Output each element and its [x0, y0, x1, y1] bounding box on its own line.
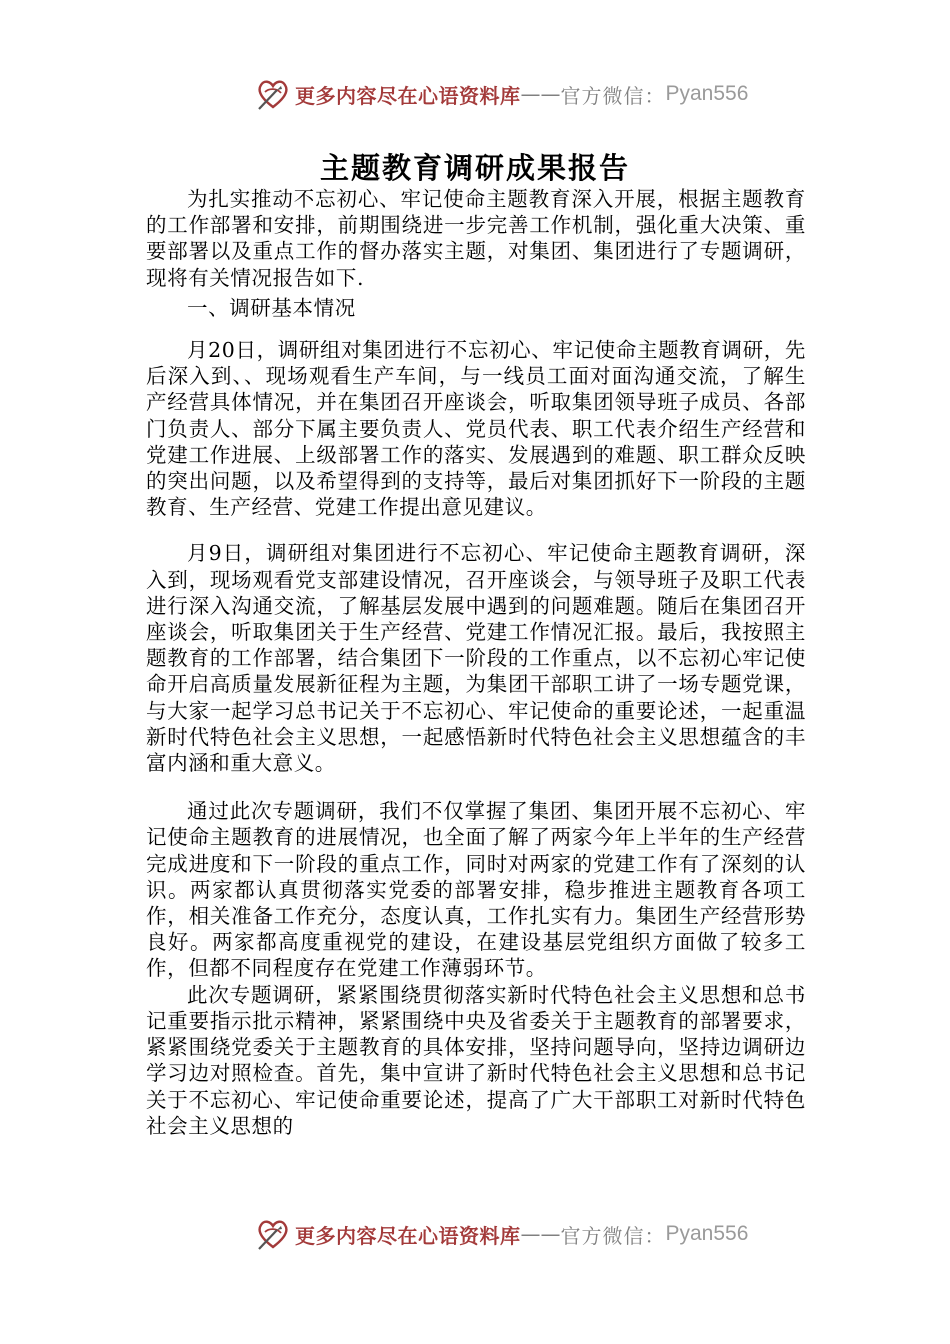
watermark-wechat-id: Pyan556 — [665, 1222, 749, 1245]
watermark-header — [255, 74, 748, 114]
watermark-wechat-label: 官方微信： — [560, 83, 666, 108]
body-paragraph-3: 通过此次专题调研，我们不仅掌握了集团、集团开展不忘初心、牢记使命主题教育的进展情况，也全面了解了两家今年上半年的生产经营完成进度和下一阶段的重点工作，同时对两家的党建工作有了深刻的认识。两家都认真贯彻落实党委的部署安排，稳步推进主题教育各项工作，相关准备工作充分，态度认真，工作扎实有力。集团生产经营形势良好。两家都高度重视党的建设，在建设基层党组织方面做了较多工作，但都不同程度存在党建工作薄弱环节。 — [146, 799, 806, 981]
document-body — [146, 186, 806, 1139]
watermark-library-text: 更多内容尽在心语资料库 — [295, 83, 521, 108]
watermark-footer — [255, 1214, 748, 1254]
heart-pen-logo-icon — [255, 1216, 291, 1252]
watermark-wechat-id: Pyan556 — [665, 82, 749, 105]
body-paragraph-2: 月9日，调研组对集团进行不忘初心、牢记使命主题教育调研，深入到，现场观看党支部建设情况，召开座谈会，与领导班子及职工代表进行深入沟通交流，了解基层发展中遇到的问题难题。随后在集团召开座谈会，听取集团关于生产经营、党建工作情况汇报。最后，我按照主题教育的工作部署，结合集团下一阶段的工作重点，以不忘初心牢记使命开启高质量发展新征程为主题，为集团干部职工讲了一场专题党课，与大家一起学习总书记关于不忘初心、牢记使命的重要论述，一起重温新时代特色社会主义思想，一起感悟新时代特色社会主义思想蕴含的丰富内涵和重大意义。 — [146, 541, 806, 776]
document-title: 主题教育调研成果报告 — [319, 151, 630, 185]
watermark-separator: —— — [520, 82, 561, 106]
section-heading: 一、调研基本情况 — [187, 295, 356, 320]
watermark-library-text: 更多内容尽在心语资料库 — [295, 1223, 521, 1248]
watermark-separator: —— — [520, 1222, 561, 1246]
intro-paragraph: 为扎实推动不忘初心、牢记使命主题教育深入开展，根据主题教育的工作部署和安排，前期围绕进一步完善工作机制，强化重大决策、重要部署以及重点工作的督办落实主题，对集团、集团进行了专题调研，现将有关情况报告如下. — [146, 187, 806, 290]
body-paragraph-4: 此次专题调研，紧紧围绕贯彻落实新时代特色社会主义思想和总书记重要指示批示精神，紧紧围绕中央及省委关于主题教育的部署要求，紧紧围绕党委关于主题教育的具体安排，坚持问题导向，坚持边调研边学习边对照检查。首先，集中宣讲了新时代特色社会主义思想和总书记关于不忘初心、牢记使命重要论述，提高了广大干部职工对新时代特色社会主义思想的 — [146, 982, 806, 1138]
body-paragraph-1: 月20日，调研组对集团进行不忘初心、牢记使命主题教育调研，先后深入到、、现场观看生产车间，与一线员工面对面沟通交流，了解生产经营具体情况，并在集团召开座谈会，听取集团领导班子成员、各部门负责人、部分下属主要负责人、党员代表、职工代表介绍生产经营和党建工作进展、上级部署工作的落实、发展遇到的难题、职工群众反映的突出问题，以及希望得到的支持等，最后对集团抓好下一阶段的主题教育、生产经营、党建工作提出意见建议。 — [146, 338, 806, 520]
watermark-wechat-label: 官方微信： — [560, 1223, 666, 1248]
heart-pen-logo-icon — [255, 76, 291, 112]
